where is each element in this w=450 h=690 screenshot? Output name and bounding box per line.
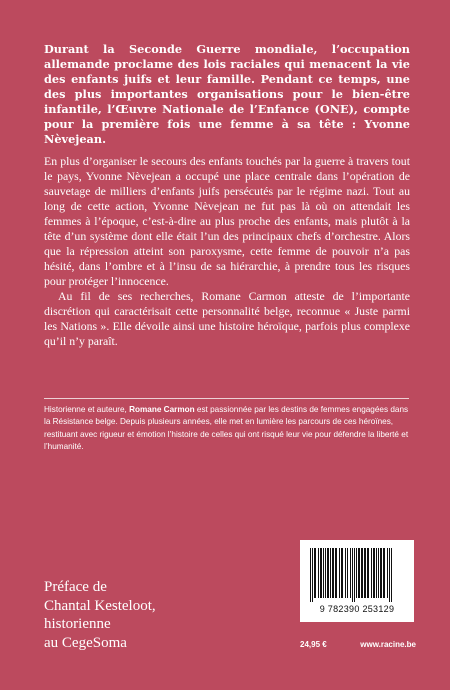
barcode-bar [367, 548, 369, 598]
barcode-bar [373, 548, 375, 598]
barcode-bar [387, 548, 388, 598]
barcode-bar [320, 548, 322, 598]
barcode-bar [332, 548, 334, 598]
barcode-bar [391, 548, 392, 602]
divider [44, 398, 409, 399]
barcode-bar [361, 548, 363, 598]
barcode-bar [310, 548, 311, 602]
preface-line: Chantal Kesteloot, [44, 597, 156, 614]
barcode-bar [380, 548, 382, 598]
barcode-bar [350, 548, 351, 598]
barcode-bar [347, 548, 348, 598]
barcode-bar [327, 548, 329, 598]
bio-text: est passionnée par les destins de femmes engagées dans la Résistance belge. Depuis plusieurs années, elle met en lumière les parcours de ces héroïnes, restituant avec rigueur et émotion l’histoire de celles qui ont risqué leur vie pour défendre la liberté et l’humanité. [44, 405, 409, 452]
bio-prefix: Historienne et auteure, [44, 405, 130, 414]
barcode-bar [383, 548, 385, 598]
intro-paragraph: Durant la Seconde Guerre mondiale, l’occupation allemande proclame des lois raciales qui menacent la vie des enfants juifs et leur famille. Pendant ce temps, une des plus importantes organisations pour le bien-être infantile, l’Œuvre Nationale de l’Enfance (ONE), compte pour la première fois une femme à sa tête : Yvonne Nèvejean. [44, 42, 410, 146]
price-line [300, 640, 416, 649]
barcode-bar [314, 548, 316, 598]
author-bio [44, 404, 412, 454]
barcode-bar [376, 548, 377, 598]
barcode-bar [352, 548, 353, 602]
barcode-bar [341, 548, 343, 598]
preface-line: Préface de [44, 579, 107, 595]
barcode-bar [318, 548, 319, 598]
barcode-bar [335, 548, 337, 598]
barcode-bar [339, 548, 340, 598]
barcode-bar [312, 548, 313, 602]
barcode-bar [364, 548, 366, 598]
body-paragraph: En plus d’organiser le secours des enfants touchés par la guerre à travers tout le pays, Yvonne Nèvejean a occupé une place centrale dans l’opération de sauvetage de milliers d’enfants juifs persécutés par le régime nazi. Tout au long de cette action, Yvonne Nèvejean ne fut pas là où on attendait les femmes à l’époque, c’est-à-dire au plus proche des enfants, mais plutôt à la tête d’un système dont elle était l’un des principaux chefs d’orchestre. Alors que la répression atteint son paroxysme, cette femme de pouvoir n’a pas hésité, dans l’ombre et à l’insu de sa hiérarchie, à prendre tous les risques pour protéger l’innocence. [44, 154, 410, 288]
barcode-bar [371, 548, 372, 598]
barcode-bar [330, 548, 331, 598]
isbn-digits: 9 782390 253129 [319, 604, 395, 614]
barcode-bar [356, 548, 357, 598]
preface-line: historienne [44, 616, 111, 632]
barcode-bars [308, 548, 406, 602]
body-paragraph: Au fil de ses recherches, Romane Carmon atteste de l’importante discrétion qui caractérisait cette personnalité belge, reconnue « Juste parmi les Nations ». Elle dévoile ainsi une histoire héroïque, parfois plus complexe qu’il n’y paraît. [44, 289, 410, 348]
barcode-bar [389, 548, 390, 602]
barcode-bar [325, 548, 326, 598]
barcode-bar [378, 548, 379, 598]
barcode-bar [323, 548, 324, 598]
preface-line: au CegeSoma [44, 634, 127, 651]
preface-credit [44, 578, 264, 652]
isbn-barcode [300, 540, 414, 622]
body-text [44, 154, 410, 349]
barcode-bar [358, 548, 360, 598]
price: 24,95 € [300, 640, 327, 649]
author-name: Romane Carmon [129, 405, 195, 414]
publisher-website[interactable]: www.racine.be [360, 640, 416, 649]
barcode-bar [354, 548, 355, 602]
barcode-bar [345, 548, 346, 598]
